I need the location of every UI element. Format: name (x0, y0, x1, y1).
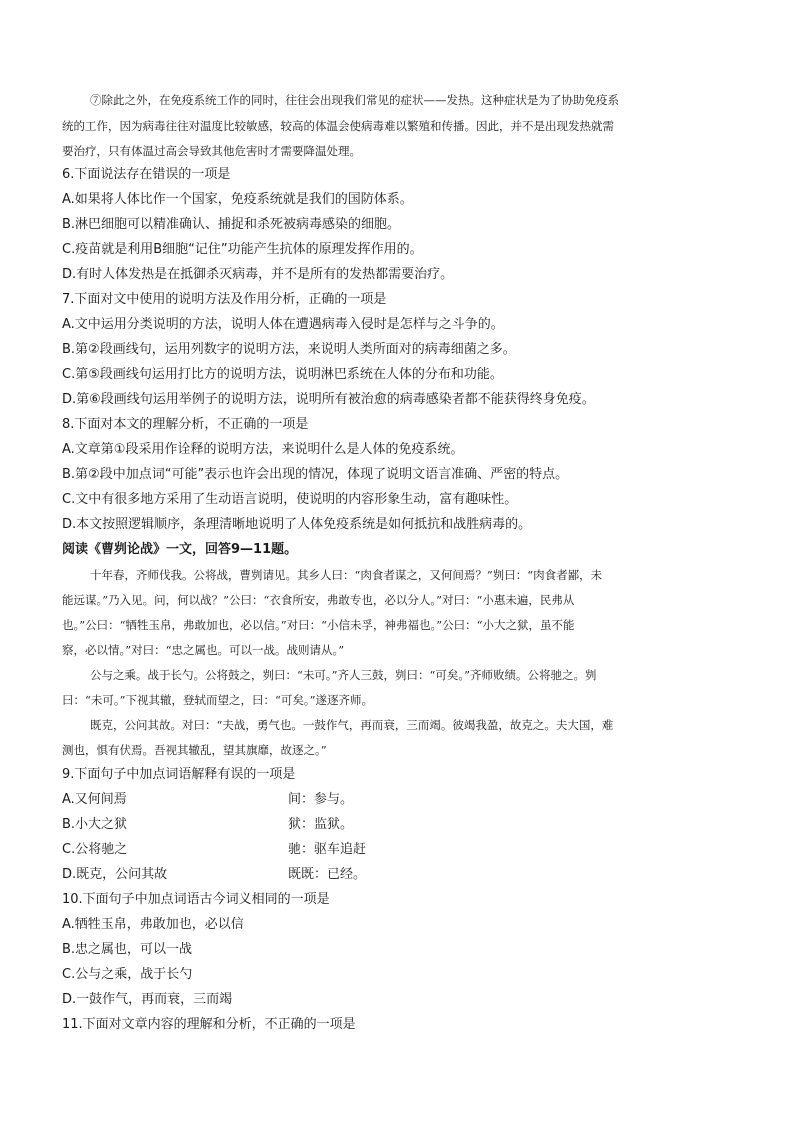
q6-stem: 6.下面说法存在错误的一项是 (62, 167, 231, 182)
passage-p7-line1: ⑦除此之外，在免疫系统工作的同时，往往会出现我们常见的症状——发热。这种症状是为了协助免疫系 (90, 93, 619, 107)
q6-option-c: C.疫苗就是利用B细胞“记住”功能产生抗体的原理发挥作用的。 (62, 242, 423, 257)
q11-stem: 11.下面对文章内容的理解和分析，不正确的一项是 (62, 1017, 356, 1032)
q9-option-d: D.既克，公问其故 (62, 867, 168, 882)
q7-option-a: A.文中运用分类说明的方法，说明人体在遭遇病毒入侵时是怎样与之斗争的。 (62, 317, 504, 332)
q9-option-d-explanation: 既既：已经。 (288, 867, 367, 882)
q9-option-c: C.公将驰之 (62, 842, 128, 857)
q10-option-b: B.忠之属也，可以一战 (62, 942, 193, 957)
q7-option-b: B.第②段画线句，运用列数字的说明方法，来说明人类所面对的病毒细菌之多。 (62, 342, 516, 357)
passage-p7-line3: 要治疗，只有体温过高会导致其他危害时才需要降温处理。 (62, 144, 361, 158)
q9-option-b-explanation: 狱：监狱。 (288, 817, 354, 832)
q8-option-c: C.文中有很多地方采用了生动语言说明，使说明的内容形象生动，富有趣味性。 (62, 492, 518, 507)
q10-option-c: C.公与之乘，战于长勺 (62, 967, 193, 982)
q6-option-d: D.有时人体发热是在抵御杀灭病毒，并不是所有的发热都需要治疗。 (62, 267, 454, 282)
q10-option-d: D.一鼓作气，再而衰，三而竭 (62, 992, 233, 1007)
classical-p1-line4: 察，必以情。”对曰：“忠之属也。可以一战。战则请从。” (62, 643, 345, 657)
q9-option-b: B.小大之狱 (62, 817, 128, 832)
q6-option-b: B.淋巴细胞可以精准确认、捕捉和杀死被病毒感染的细胞。 (62, 217, 401, 232)
q10-stem: 10.下面句子中加点词语古今词义相同的一项是 (62, 892, 330, 907)
q8-option-a: A.文章第①段采用作诠释的说明方法，来说明什么是人体的免疫系统。 (62, 442, 464, 457)
q8-option-d: D.本文按照逻辑顺序，条理清晰地说明了人体免疫系统是如何抵抗和战胜病毒的。 (62, 517, 532, 532)
q6-option-a: A.如果将人体比作一个国家，免疫系统就是我们的国防体系。 (62, 192, 413, 207)
q9-option-a-explanation: 间：参与。 (288, 792, 354, 807)
section-heading: 阅读《曹刿论战》一文，回答9—11题。 (62, 542, 298, 557)
classical-p1-line2: 能远谋。”乃入见。问，何以战？”公曰：“衣食所安，弗敢专也，必以分人。”对曰：“小惠未遍，民弗从 (62, 593, 575, 607)
classical-p2-line1: 公与之乘。战于长勺。公将鼓之，刿曰：“未可。”齐人三鼓，刿曰：“可矣。”齐师败绩。公将驰之。刿 (90, 668, 597, 682)
q7-option-d: D.第⑥段画线句运用举例子的说明方法，说明所有被治愈的病毒感染者都不能获得终身免疫。 (62, 392, 595, 407)
q8-option-b: B.第②段中加点词“可能”表示也许会出现的情况，体现了说明文语言准确、严密的特点。 (62, 467, 569, 482)
classical-p3-line1: 既克，公问其故。对曰：“夫战，勇气也。一鼓作气，再而衰，三而竭。彼竭我盈，故克之。夫大国，难 (90, 718, 614, 732)
passage-p7-line2: 统的工作，因为病毒往往对温度比较敏感，较高的体温会使病毒难以繁殖和传播。因此，并不是出现发热就需 (62, 119, 614, 133)
classical-p3-line2: 测也，惧有伏焉。吾视其辙乱，望其旗靡，故逐之。” (62, 743, 327, 757)
q8-stem: 8.下面对本文的理解分析，不正确的一项是 (62, 417, 309, 432)
classical-p1-line1: 十年春，齐师伐我。公将战，曹刿请见。其乡人曰：“肉食者谋之，又何间焉？”刿曰：“肉食者鄙，未 (90, 568, 603, 582)
q9-stem: 9.下面句子中加点词语解释有误的一项是 (62, 767, 296, 782)
q10-option-a: A.牺牲玉帛，弗敢加也，必以信 (62, 917, 244, 932)
classical-p2-line2: 曰：“未可。”下视其辙，登轼而望之，曰：“可矣。”遂逐齐师。 (62, 693, 374, 707)
q7-option-c: C.第⑤段画线句运用打比方的说明方法，说明淋巴系统在人体的分布和功能。 (62, 367, 503, 382)
classical-p1-line3: 也。”公曰：“牺牲玉帛，弗敢加也，必以信。”对曰：“小信未孚，神弗福也。”公曰：“小大之狱，虽不能 (62, 618, 575, 632)
q7-stem: 7.下面对文中使用的说明方法及作用分析，正确的一项是 (62, 292, 387, 307)
q9-option-c-explanation: 驰：驱车追赶 (288, 842, 367, 857)
q9-option-a: A.又何间焉 (62, 792, 127, 807)
